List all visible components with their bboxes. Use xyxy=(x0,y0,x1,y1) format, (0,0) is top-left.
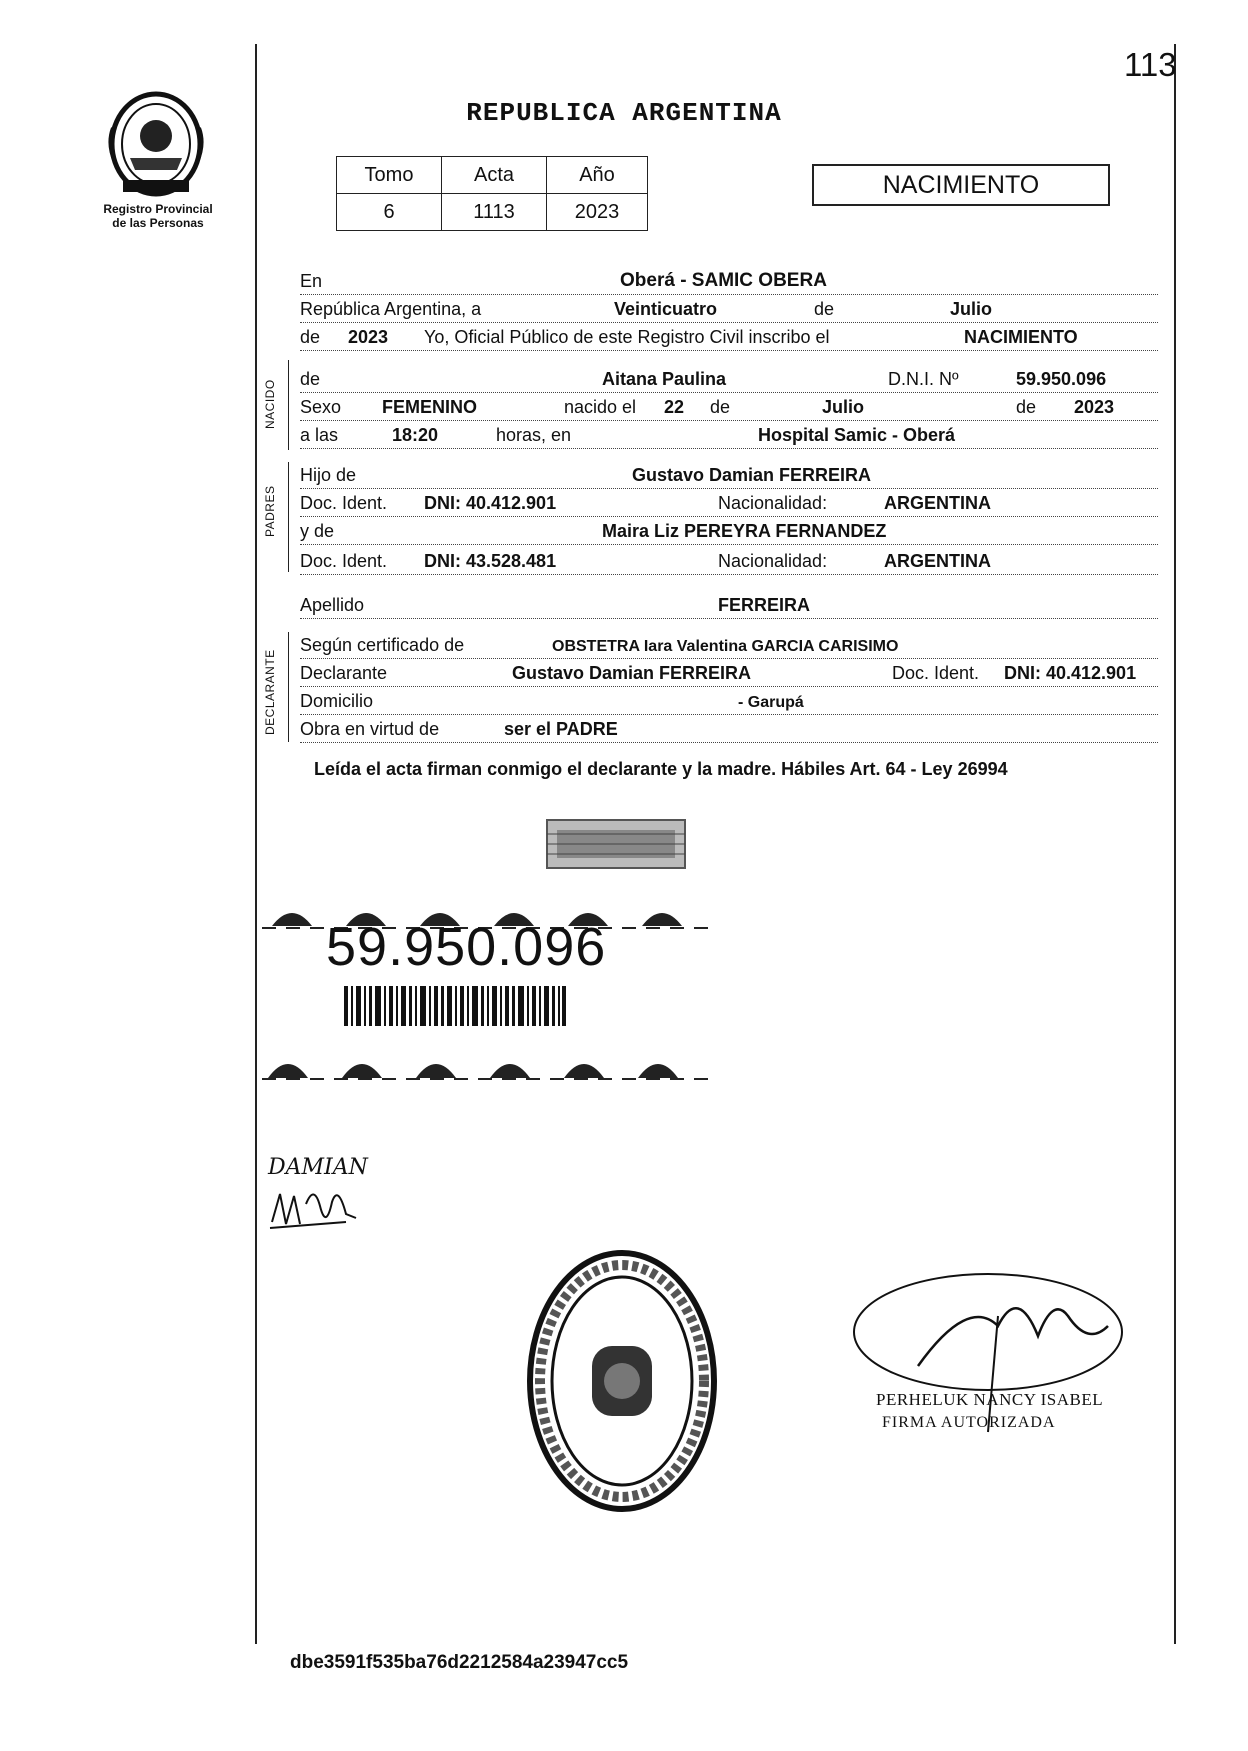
virtud-label: Obra en virtud de xyxy=(300,719,440,739)
nacido-el-label: nacido el xyxy=(564,397,637,417)
tomo-value: 6 xyxy=(337,194,442,231)
nacido-mes-value: Julio xyxy=(822,397,865,417)
left-margin-rule xyxy=(255,44,257,1644)
madre-nac-label: Nacionalidad: xyxy=(718,551,828,571)
declarante-label: Declarante xyxy=(300,663,388,683)
hijo-de-label: Hijo de xyxy=(300,465,357,485)
line-virtud xyxy=(300,716,1158,743)
madre-doc-value: DNI: 43.528.481 xyxy=(424,551,557,571)
declarante-section-rule xyxy=(288,632,289,742)
en-label: En xyxy=(300,271,323,291)
line-certificado xyxy=(300,632,1158,659)
madre-nac-value: ARGENTINA xyxy=(884,551,991,571)
line-domicilio xyxy=(300,688,1158,715)
anio-value: 2023 xyxy=(547,194,648,231)
closing-statement: Leída el acta firman conmigo el declarante y la madre. Hábiles Art. 64 - Ley 26994 xyxy=(314,759,1008,779)
acta-value: 1113 xyxy=(442,194,547,231)
padres-section-label: PADRES xyxy=(263,485,277,537)
horas-en-label: horas, en xyxy=(496,425,572,445)
anio-inscripcion-value: 2023 xyxy=(348,327,389,347)
dni-large-label: 59.950.096 xyxy=(326,917,607,977)
sexo-label: Sexo xyxy=(300,397,342,417)
authority-name: PERHELUK NANCY ISABEL xyxy=(876,1390,1104,1409)
line-fecha xyxy=(300,296,1158,323)
declarante-nombre-value: Gustavo Damian FERREIRA xyxy=(512,663,752,683)
line-inscribo xyxy=(300,324,1158,351)
virtud-value: ser el PADRE xyxy=(504,719,618,739)
line-padre xyxy=(300,462,1158,489)
declarante-doc-value: DNI: 40.412.901 xyxy=(1004,663,1137,683)
nacido-de-label: de xyxy=(300,369,321,389)
line-declarante xyxy=(300,660,1158,687)
nacido-de3-label: de xyxy=(1016,397,1037,417)
certificado-label: Según certificado de xyxy=(300,635,465,655)
acta-header: Acta xyxy=(442,157,547,194)
authority-title: FIRMA AUTORIZADA xyxy=(882,1414,1056,1431)
apellido-label: Apellido xyxy=(300,595,365,615)
barcode xyxy=(344,986,566,1026)
tomo-header: Tomo xyxy=(337,157,442,194)
anio-header: Año xyxy=(547,157,648,194)
issuer-caption xyxy=(88,202,228,230)
domicilio-value: - Garupá xyxy=(738,694,804,711)
line-hora xyxy=(300,422,1158,449)
line-apellido xyxy=(300,592,1158,619)
padre-doc-value: DNI: 40.412.901 xyxy=(424,493,557,513)
nacido-dni-value: 59.950.096 xyxy=(1016,369,1107,389)
padre-doc-label: Doc. Ident. xyxy=(300,493,388,513)
country-heading: REPUBLICA ARGENTINA xyxy=(466,98,782,128)
nacido-section-rule xyxy=(288,360,289,450)
padre-nac-value: ARGENTINA xyxy=(884,493,991,513)
line-lugar xyxy=(300,268,1158,295)
nacido-nombre-value: Aitana Paulina xyxy=(602,369,727,389)
padre-nac-label: Nacionalidad: xyxy=(718,493,828,513)
declarante-doc-label: Doc. Ident. xyxy=(892,663,980,683)
inscribo-value: NACIMIENTO xyxy=(964,327,1078,347)
nacido-hora-value: 18:20 xyxy=(392,425,439,445)
date-stamp xyxy=(543,816,689,872)
line-nombre xyxy=(300,366,1158,393)
line-madre-doc xyxy=(300,548,1158,575)
mes-inscripcion-value: Julio xyxy=(950,299,993,319)
line-sexo xyxy=(300,394,1158,421)
de2-label: de xyxy=(300,327,321,347)
madre-nombre-value: Maira Liz PEREYRA FERNANDEZ xyxy=(602,521,887,541)
nacido-dia-value: 22 xyxy=(664,397,685,417)
padres-section-rule xyxy=(288,462,289,572)
y-de-label: y de xyxy=(300,521,335,541)
de-label: de xyxy=(814,299,835,319)
page-number: 113 xyxy=(1124,46,1177,83)
apellido-value: FERREIRA xyxy=(718,595,811,615)
dni-label: D.N.I. Nº xyxy=(888,369,959,389)
domicilio-label: Domicilio xyxy=(300,691,374,711)
nacido-anio-value: 2023 xyxy=(1074,397,1115,417)
line-madre xyxy=(300,518,1158,545)
document-hash: dbe3591f535ba76d2212584a23947cc5 xyxy=(290,1652,629,1673)
issuer-caption-line1: Registro Provincial xyxy=(103,202,213,216)
nacido-lugar-value: Hospital Samic - Oberá xyxy=(758,425,956,445)
declarante-signature xyxy=(266,1144,386,1244)
line-padre-doc xyxy=(300,490,1158,517)
republica-label: República Argentina, a xyxy=(300,299,482,319)
nacido-de2-label: de xyxy=(710,397,731,417)
a-las-label: a las xyxy=(300,425,339,445)
official-seal xyxy=(522,1246,722,1516)
madre-doc-label: Doc. Ident. xyxy=(300,551,388,571)
lugar-inscripcion-value: Oberá - SAMIC OBERA xyxy=(620,270,827,291)
certificado-value: OBSTETRA Iara Valentina GARCIA CARISIMO xyxy=(552,638,899,655)
svg-text:DAMIAN: DAMIAN xyxy=(268,1155,368,1180)
dia-inscripcion-value: Veinticuatro xyxy=(614,299,718,319)
record-reference-table xyxy=(336,156,648,231)
nacido-section-label: NACIDO xyxy=(263,379,277,429)
authority-signature xyxy=(848,1256,1128,1440)
sexo-value: FEMENINO xyxy=(382,397,478,417)
record-type-box: NACIMIENTO xyxy=(812,164,1110,206)
padre-nombre-value: Gustavo Damian FERREIRA xyxy=(632,465,872,485)
inscribo-label: Yo, Oficial Público de este Registro Civil inscribo el xyxy=(424,327,830,347)
declarante-section-label: DECLARANTE xyxy=(263,649,277,735)
right-margin-rule xyxy=(1174,44,1176,1644)
decorative-band-bottom xyxy=(262,1044,710,1082)
issuer-caption-line2: de las Personas xyxy=(112,216,204,230)
